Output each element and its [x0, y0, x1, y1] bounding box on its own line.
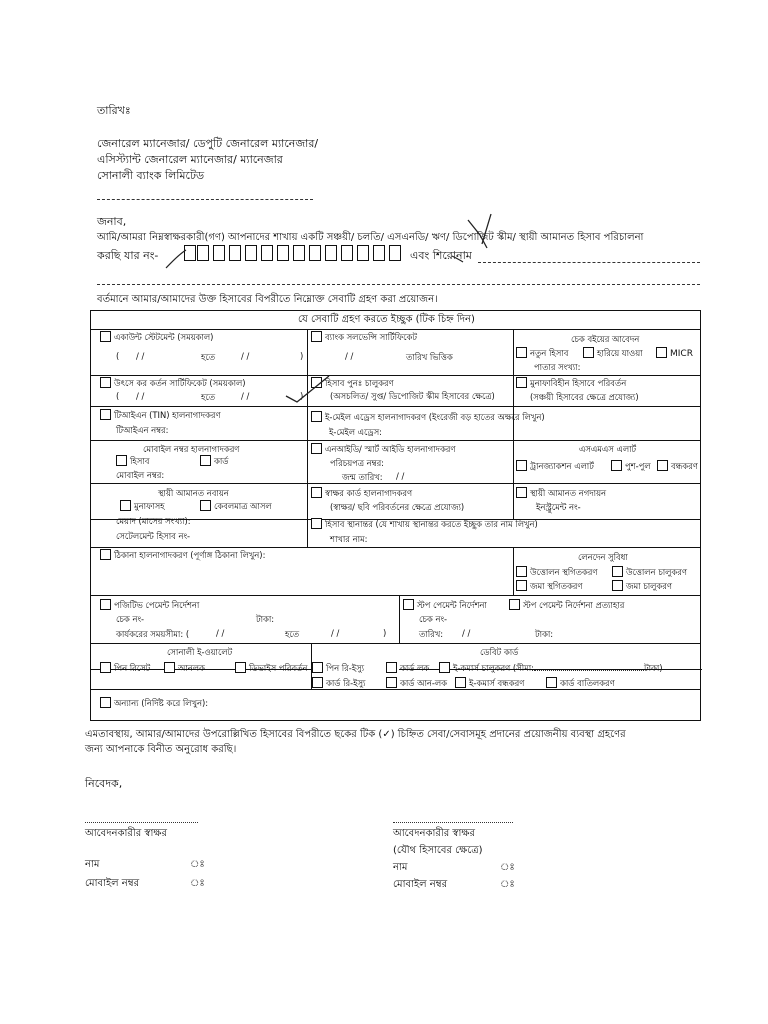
positive-pay-cheque-no: চেক নং- [116, 614, 145, 624]
addressee-line-1: জেনারেল ম্যানেজার/ ডেপুটি জেনারেল ম্যানেজার/ [97, 137, 319, 150]
e-wallet-unlock-label: আনলক [178, 663, 205, 673]
suspend-withdraw-label: উত্তোলন স্থগিতকরণ [530, 567, 598, 577]
fd-encashment-sub: ইনস্ট্রুমেন্ট নং- [536, 502, 581, 512]
signature-left-mobile-label: মোবাইল নম্বর [85, 878, 140, 889]
suspend-deposit-label: জমা স্থগিতকরণ [530, 581, 583, 591]
tick-mark [166, 250, 186, 268]
stop-payment-amount: টাকা: [535, 629, 554, 639]
tax-certificate-open-paren: ( [116, 391, 120, 401]
debit-ecom-disable-label: ই-কমার্স বন্ধকরণ [469, 678, 525, 688]
signature-right-mobile-label: মোবাইল নম্বর [393, 879, 448, 890]
signature-left-name-label: নাম [85, 859, 100, 870]
cheque-book-new-account-label: নতুন হিসাব [530, 348, 569, 358]
table-header: যে সেবাটি গ্রহণ করতে ইচ্ছুক (টিক চিহ্ন দিন) [298, 314, 475, 325]
nid-update-dob-label: জন্ম তারিখ: [342, 472, 383, 482]
requirement-line: বর্তমানে আমার/আমাদের উক্ত হিসাবের বিপরীতে নিম্নোক্ত সেবাটি গ্রহণ করা প্রয়োজন। [97, 294, 438, 305]
cheque-book-micr-label: MICR [670, 349, 693, 359]
cheque-book-title: চেক বইয়ের আবেদন [571, 334, 640, 344]
address-update-label: ঠিকানা হালনাগাদকরণ (পূর্ণাঙ্গ ঠিকানা লিখুন): [114, 550, 266, 560]
cheque-book-leaves: পাতার সংখ্যা: [534, 362, 581, 372]
closing-line-2: জন্য আপনাকে বিনীত অনুরোধ করছি। [85, 744, 237, 755]
signature-card-label: স্বাক্ষর কার্ড হালনাগাদকরণ [325, 488, 413, 498]
fd-renewal-with-profit-label: মুনাফাসহ [134, 501, 165, 511]
account-statement-open-paren: ( [116, 351, 120, 361]
positive-pay-validity: কার্যকরের সময়সীমা: ( [116, 629, 190, 639]
strike-mark [482, 214, 491, 244]
fd-renewal-principal-label: কেবলমাত্র আসল [214, 501, 272, 511]
positive-pay-close-paren: ) [383, 628, 387, 638]
mobile-update-number: মোবাইল নম্বর: [116, 470, 165, 480]
enable-deposit-label: জমা চালুকরণ [626, 581, 672, 591]
signature-card-sub: (স্বাক্ষর/ ছবি পরিবর্তনের ক্ষেত্রে প্রযোজ্য) [330, 502, 465, 512]
account-statement-from-label: হতে [201, 352, 216, 362]
tax-certificate-date-from[interactable]: / / [136, 391, 145, 401]
debit-card-reissue-label: কার্ড রি-ইস্যু [326, 678, 366, 688]
stop-payment-label: স্টপ পেমেন্ট নির্দেশনা [417, 600, 487, 610]
tax-certificate-date-to[interactable]: / / [241, 391, 250, 401]
sms-alert-push-pull-label: পুশ-পুল [625, 461, 651, 471]
account-statement-date-to[interactable]: / / [241, 351, 250, 361]
account-transfer-label: হিসাব স্থানান্তর (যে শাখায় স্থানান্তর করতে ইচ্ছুক তার নাম লিখুন) [325, 519, 538, 529]
tin-update-sub: টিআইএন নম্বর: [116, 425, 169, 435]
others-label: অন্যান্য (নির্দিষ্ট করে লিখুন): [114, 698, 209, 708]
bank-solvency-basis: তারিখ ভিত্তিক [406, 352, 453, 362]
bank-solvency-date[interactable]: / / [345, 351, 354, 361]
debit-card-lock-label: কার্ড লক [400, 663, 430, 673]
tin-update-label: টিআইএন (TIN) হালনাগাদকরণ [114, 410, 221, 420]
positive-pay-date-to[interactable]: / / [331, 628, 340, 638]
reactivation-sub: (অসচলিত/ সুপ্ত/ ডিপোজিট স্কীম হিসাবের ক্ষেত্রে) [330, 391, 495, 401]
nid-update-label: এনআইডি/ স্মার্ট আইডি হালনাগাদকরণ [325, 444, 456, 454]
email-update-sub: ই-মেইল এড্রেস: [329, 427, 382, 437]
account-statement-date-from[interactable]: / / [136, 351, 145, 361]
closing-line-1: এমতাবস্থায়, আমার/আমাদের উপরোল্লিখিত হিসাবের বিপরীতে ছকের টিক (✓) চিহ্নিত সেবা/সেবাসমূহ প্রদানের প্রয়োজনীয় ব্যবস্থা গ্রহণের [85, 729, 626, 740]
fd-renewal-title: স্থায়ী আমানত নবায়ন [158, 488, 229, 498]
strike-mark [468, 220, 487, 248]
stop-payment-date-label: তারিখ: [419, 629, 444, 639]
debit-ecom-taka-label: টাকা) [644, 663, 663, 673]
debit-ecom-enable-label: ই-কমার্স চালুকরণ (সীমা: [453, 663, 534, 673]
salutation: জনাব, [97, 215, 127, 228]
fd-renewal-settlement: সেটেলমেন্ট হিসাব নং- [116, 531, 191, 541]
signature-right-joint: (যৌথ হিসাবের ক্ষেত্রে) [393, 845, 483, 856]
reactivation-label: হিসাব পুনঃ চালুকরণ [325, 378, 394, 388]
cheque-book-lost-label: হারিয়ে যাওয়া [597, 348, 643, 358]
signature-left-mobile-colon: ঃ [190, 878, 205, 889]
date-label: তারিখঃ [97, 104, 131, 117]
tax-certificate-from-label: হতে [201, 392, 216, 402]
intro-line-2-prefix: করছি যার নং- [97, 249, 159, 262]
account-transfer-sub: শাখার নাম: [330, 534, 368, 544]
nid-update-id-no: পরিচয়পত্র নম্বর: [330, 458, 385, 468]
signature-right-name-colon: ঃ [500, 862, 515, 873]
debit-pin-reissue-label: পিন রি-ইস্যু [326, 663, 365, 673]
stop-payment-date-value[interactable]: / / [462, 628, 471, 638]
tax-certificate-close-paren: ) [300, 391, 304, 401]
positive-pay-label: পজিটিভ পেমেন্ট নির্দেশনা [114, 600, 200, 610]
enable-withdraw-label: উত্তোলন চালুকরণ [626, 567, 687, 577]
fd-renewal-tenure: মেয়াদ (মাসের সংখ্যা): [116, 516, 191, 526]
e-wallet-title: সোনালী ই-ওয়ালেট [167, 647, 233, 657]
signature-right-mobile-colon: ঃ [500, 879, 515, 890]
check-mark [286, 376, 329, 402]
positive-pay-date-from[interactable]: / / [216, 628, 225, 638]
addressee-line-3: সোনালী ব্যাংক লিমিটেড [97, 169, 205, 182]
email-update-label: ই-মেইল এড্রেস হালনাগাদকরণ (ইংরেজী বড় হাতের অক্ষরে লিখুন) [325, 412, 545, 422]
debit-card-unlock-label: কার্ড আন-লক [400, 678, 448, 688]
e-wallet-pin-reset-label: পিন রিসেট [114, 663, 151, 673]
account-statement-label: একাউন্ট স্টেটমেন্ট (সময়কাল) [114, 332, 214, 342]
profitless-label: মুনাফাবিহীন হিসাবে পরিবর্তন [530, 378, 627, 388]
profitless-sub: (সঞ্চয়ী হিসাবের ক্ষেত্রে প্রযোজ্য) [530, 392, 639, 402]
mobile-update-account-label: হিসাব [130, 456, 150, 466]
addressee-line-2: এসিস্ট্যান্ট জেনারেল ম্যানেজার/ ম্যানেজার [97, 153, 283, 166]
signature-left-name-colon: ঃ [190, 859, 205, 870]
e-wallet-device-change-label: ডিভাইস পরিবর্তন [249, 663, 308, 673]
account-statement-close-paren: ) [300, 351, 304, 361]
bank-solvency-label: ব্যাংক সলভেন্সি সার্টিফিকেট [325, 332, 417, 342]
signature-right-name-label: নাম [393, 862, 408, 873]
mobile-update-title: মোবাইল নম্বর হালনাগাদকরণ [143, 444, 240, 454]
tick-mark [452, 256, 463, 262]
debit-card-cancel-label: কার্ড বাতিলকরণ [560, 678, 615, 688]
signature-right-label: আবেদনকারীর স্বাক্ষর [393, 828, 475, 839]
sms-alert-title: এসএমএস এলার্ট [579, 444, 637, 454]
sms-alert-stop-label: বন্ধকরণ [671, 461, 698, 471]
fd-encashment-label: স্থায়ী আমানত নগদায়ন [530, 488, 607, 498]
intro-line-1: আমি/আমরা নিম্নস্বাক্ষরকারী(গণ) আপনাদের শাখায় একটি সঞ্চয়ী/ চলতি/ এসএনডি/ ঋণ/ ডিপোজিট স্কীম/ স্থায়ী আমানত হিসাব পরিচালনা [97, 232, 644, 243]
mobile-update-card-label: কার্ড [214, 456, 229, 466]
positive-pay-amount: টাকা: [256, 614, 275, 624]
signature-left-label: আবেদনকারীর স্বাক্ষর [85, 828, 167, 839]
intro-line-2-title-label: এবং শিরোনাম [410, 249, 472, 262]
debit-card-title: ডেবিট কার্ড [480, 647, 519, 657]
stop-payment-withdraw-label: স্টপ পেমেন্ট নির্দেশনা প্রত্যাহার [523, 600, 625, 610]
tax-certificate-label: উৎসে কর কর্তন সার্টিফিকেট (সময়কাল) [114, 378, 246, 388]
positive-pay-from-label: হতে [285, 629, 300, 639]
yours-faithfully: নিবেদক, [85, 777, 123, 790]
transaction-facility-title: লেনদেন সুবিধা [578, 552, 628, 562]
nid-update-dob-value[interactable]: / / [396, 471, 405, 481]
sms-alert-transaction-label: ট্রানজ্যাকশন এলার্ট [530, 461, 594, 471]
stop-payment-cheque-no: চেক নং- [419, 614, 448, 624]
